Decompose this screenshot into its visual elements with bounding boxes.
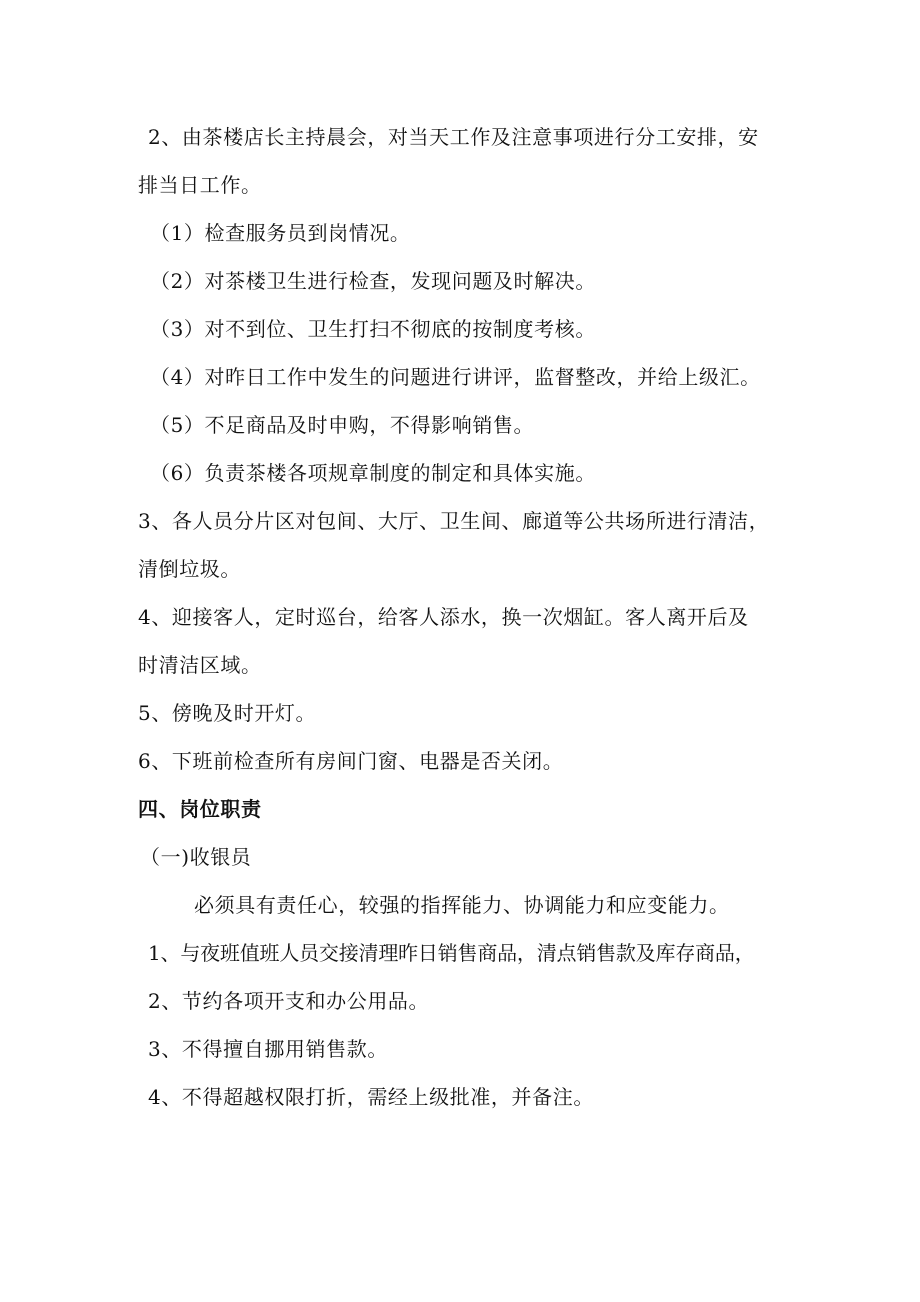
paragraph-greeting: 4、迎接客人，定时巡台，给客人添水，换一次烟缸。客人离开后及 (138, 605, 749, 629)
list-item-regulations: （6）负责茶楼各项规章制度的制定和具体实施。 (150, 461, 596, 485)
paragraph-greeting-cont: 时清洁区域。 (138, 653, 262, 677)
list-item-cashier-expenses: 2、节约各项开支和办公用品。 (148, 989, 430, 1013)
list-item-purchase: （5）不足商品及时申购，不得影响销售。 (150, 413, 535, 437)
section-heading-duties: 四、岗位职责 (138, 797, 262, 821)
paragraph-morning-meeting-cont: 排当日工作。 (138, 173, 262, 197)
paragraph-cashier-intro: 必须具有责任心，较强的指挥能力、协调能力和应变能力。 (194, 893, 730, 917)
list-item-cashier-funds: 3、不得擅自挪用销售款。 (148, 1037, 388, 1061)
list-item-review: （4）对昨日工作中发生的问题进行讲评，监督整改，并给上级汇。 (150, 365, 761, 389)
subsection-heading-cashier: （一)收银员 (140, 845, 252, 869)
paragraph-cleaning: 3、各人员分片区对包间、大厅、卫生间、廊道等公共场所进行清洁， (138, 509, 770, 533)
list-item-check-staff: （1）检查服务员到岗情况。 (150, 221, 411, 245)
paragraph-close-check: 6、下班前检查所有房间门窗、电器是否关闭。 (138, 749, 564, 773)
paragraph-cleaning-cont: 清倒垃圾。 (138, 557, 241, 581)
paragraph-lights: 5、傍晚及时开灯。 (138, 701, 317, 725)
list-item-assessment: （3）对不到位、卫生打扫不彻底的按制度考核。 (150, 317, 596, 341)
list-item-cashier-handover: 1、与夜班值班人员交接清理昨日销售商品，清点销售款及库存商品， (148, 941, 755, 965)
paragraph-morning-meeting: 2、由茶楼店长主持晨会，对当天工作及注意事项进行分工安排，安 (148, 125, 759, 149)
list-item-cashier-discount: 4、不得超越权限打折，需经上级批准，并备注。 (148, 1085, 594, 1109)
list-item-hygiene-check: （2）对茶楼卫生进行检查，发现问题及时解决。 (150, 269, 596, 293)
